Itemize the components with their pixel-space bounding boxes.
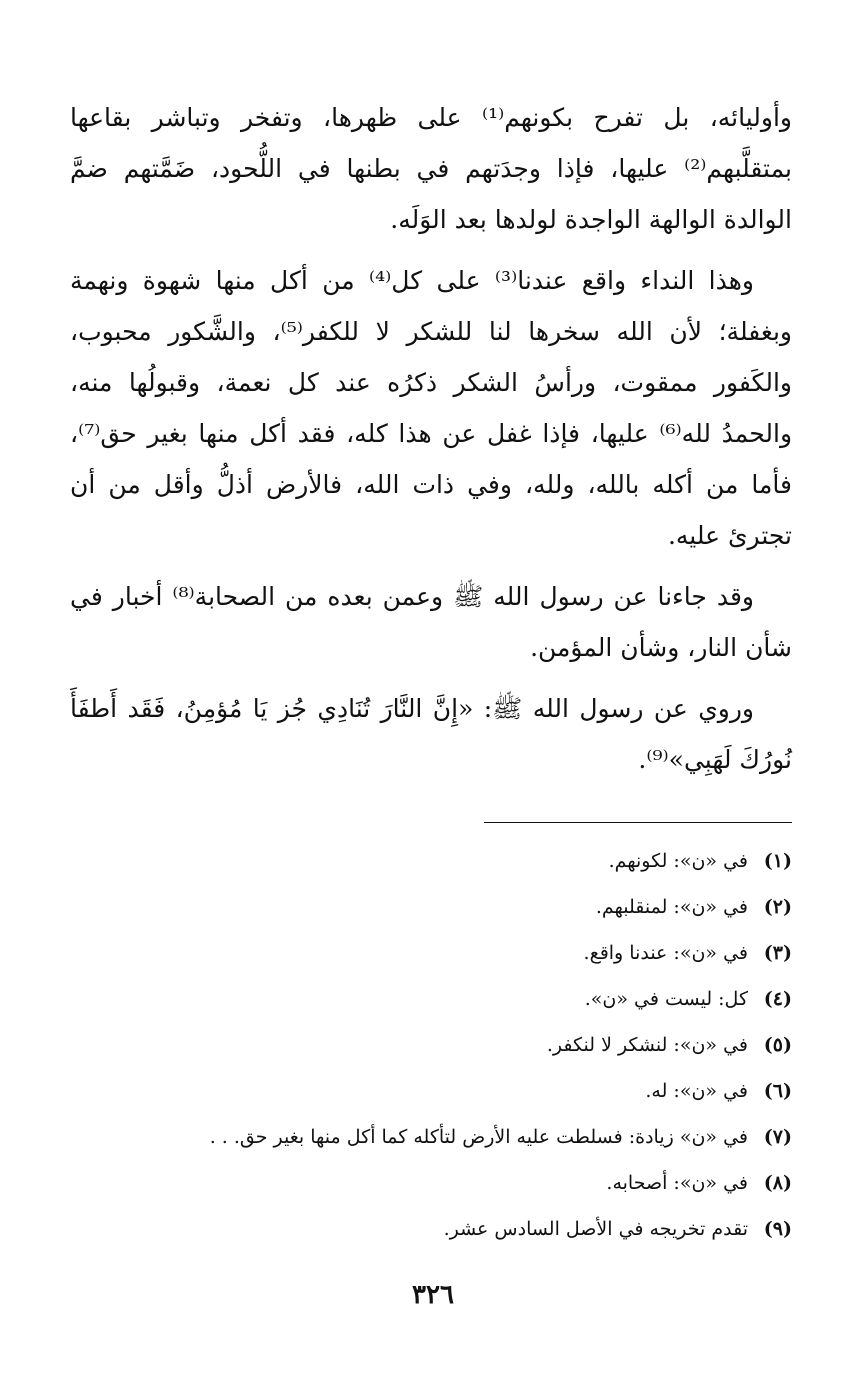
footnote-8 bbox=[150, 1160, 792, 1206]
footnote-9 bbox=[150, 1206, 792, 1252]
footnote-text: في «ن»: لنشكر لا لنكفر. bbox=[546, 1034, 748, 1056]
page-number: ٣٢٦ bbox=[412, 1280, 454, 1310]
footnote-5 bbox=[150, 1022, 792, 1068]
footnote-number: (٨) bbox=[763, 1172, 792, 1194]
paragraph-3: وقد جاءنا عن رسول الله ﷺ وعمن بعده من الصحابة⁽⁸⁾ أخبار في شأن النار، وشأن المؤمن. bbox=[70, 582, 792, 662]
footnote-number: (١) bbox=[763, 850, 792, 872]
footnote-number: (٤) bbox=[763, 988, 792, 1010]
footnote-number: (٧) bbox=[763, 1126, 792, 1148]
footnote-6 bbox=[150, 1068, 792, 1114]
footnote-text: كل: ليست في «ن». bbox=[584, 988, 748, 1010]
body-text bbox=[70, 92, 792, 785]
footnote-2 bbox=[150, 884, 792, 930]
footnote-number: (٣) bbox=[763, 942, 792, 964]
paragraph-1: وأوليائه، بل تفرح بكونهم⁽¹⁾ على ظهرها، وتفخر وتباشر بقاعها بمتقلَّبهم⁽²⁾ عليها، فإذا وجدَتهم في بطنها في اللُّحود، ضَمَّتهم ضمَّ الوالدة الوالهة الواجدة لولدها بعد الوَلَه. bbox=[70, 103, 792, 234]
paragraph-2: وهذا النداء واقع عندنا⁽³⁾ على كل⁽⁴⁾ من أكل منها شهوة ونهمة وبغفلة؛ لأن الله سخرها لنا للشكر لا للكفر⁽⁵⁾، والشَّكور محبوب، والكَفور ممقوت، ورأسُ الشكر ذكرُه عند كل نعمة، وقبولُها منه، والحمدُ لله⁽⁶⁾ عليها، فإذا غفل عن هذا كله، فقد أكل منها بغير حق⁽⁷⁾، فأما من أكله بالله، ولله، وفي ذات الله، فالأرض أذلُّ وأقل من أن تجترئ عليه. bbox=[70, 266, 793, 550]
footnote-3 bbox=[150, 930, 792, 976]
footnote-1 bbox=[150, 838, 792, 884]
footnote-text: في «ن»: لمنقلبهم. bbox=[595, 896, 748, 918]
footnote-4 bbox=[150, 976, 792, 1022]
footnote-text: في «ن»: لكونهم. bbox=[608, 850, 748, 872]
footnote-text: في «ن»: له. bbox=[645, 1080, 748, 1102]
footnote-text: في «ن» زيادة: فسلطت عليه الأرض لتأكله كما أكل منها بغير حق. . . bbox=[209, 1126, 748, 1148]
paragraph-4: وروي عن رسول الله ﷺ: «إِنَّ النَّارَ تُنَادِي جُز يَا مُؤمِنُ، فَقَد أَطفَأَ نُورُكَ لَهَبِي»⁽⁹⁾. bbox=[70, 694, 792, 774]
footnote-text: في «ن»: عندنا واقع. bbox=[583, 942, 748, 964]
footnote-divider bbox=[484, 822, 792, 823]
footnotes-list bbox=[150, 838, 792, 1252]
footnote-7 bbox=[150, 1114, 792, 1160]
footnote-text: في «ن»: أصحابه. bbox=[606, 1172, 748, 1194]
footnote-number: (٥) bbox=[763, 1034, 792, 1056]
footnote-number: (٦) bbox=[763, 1080, 792, 1102]
main-text bbox=[70, 92, 792, 795]
footnote-number: (٩) bbox=[763, 1218, 792, 1240]
footnote-text: تقدم تخريجه في الأصل السادس عشر. bbox=[443, 1218, 748, 1240]
footnote-number: (٢) bbox=[763, 896, 792, 918]
